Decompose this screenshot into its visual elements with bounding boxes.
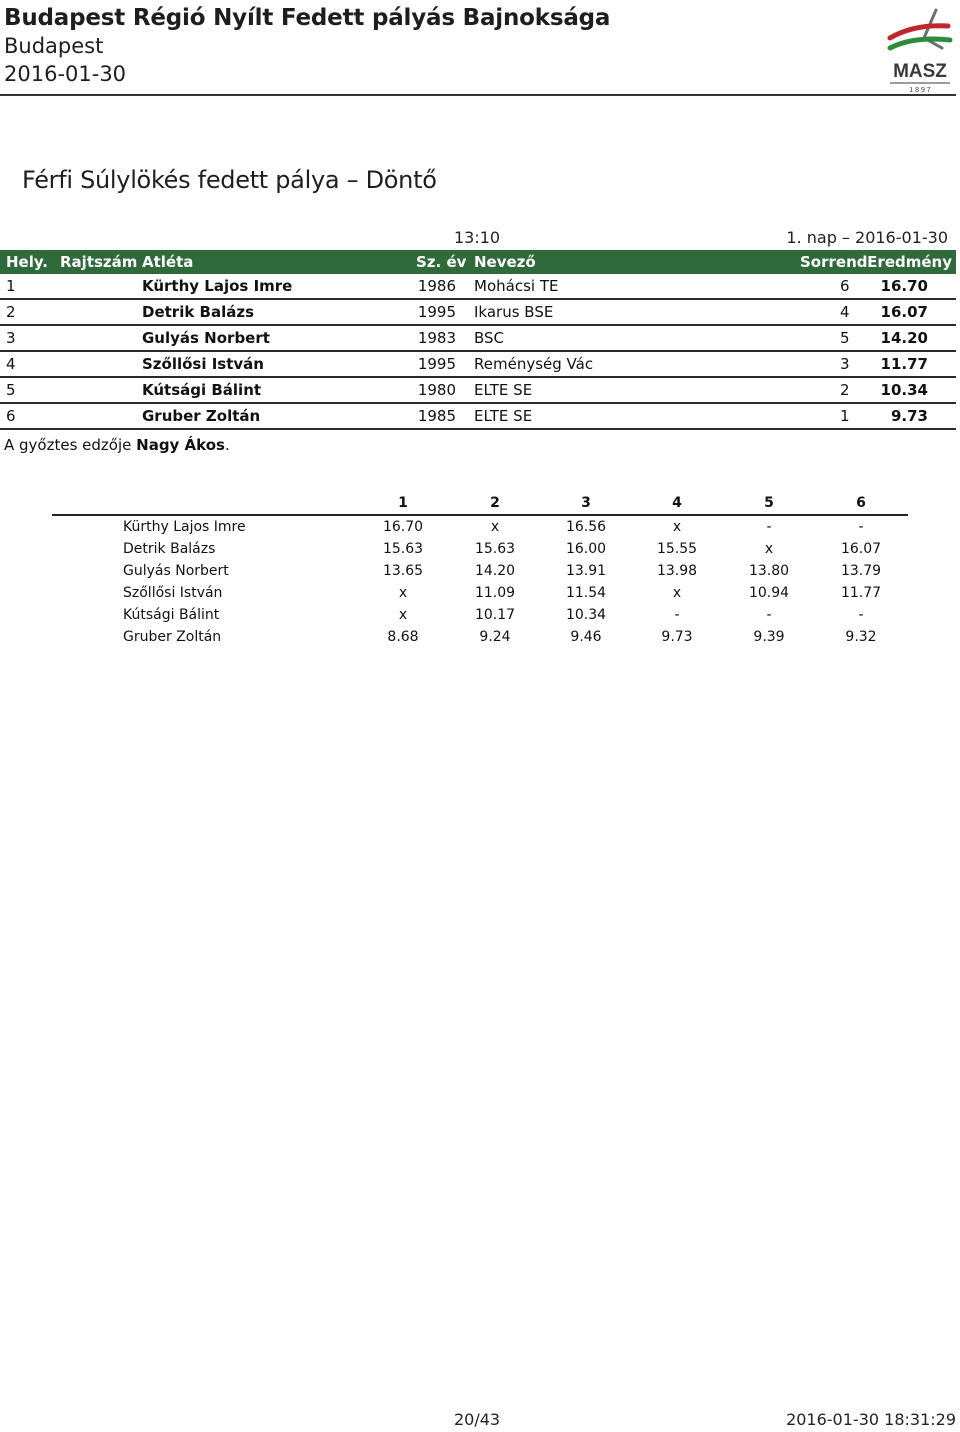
attempt-mark: 14.20 (474, 563, 516, 579)
row-order: 5 (840, 329, 850, 347)
row-year: 1985 (417, 407, 456, 425)
coach-suffix: . (224, 436, 230, 454)
attempt-header: 3 (581, 495, 591, 511)
row-athlete: Kútsági Bálint (142, 381, 262, 399)
attempt-mark: 11.09 (474, 585, 516, 601)
attempts-table (52, 492, 908, 648)
attempt-header: 1 (398, 495, 408, 511)
attempt-mark: 15.63 (474, 541, 516, 557)
row-club: ELTE SE (474, 381, 533, 399)
coach-name: Nagy Ákos (136, 436, 225, 454)
logo-text: MASZ (893, 61, 947, 82)
attempt-mark: 10.17 (474, 607, 516, 623)
attempt-mark: 8.68 (387, 629, 419, 645)
row-order: 6 (840, 277, 850, 295)
row-year: 1995 (417, 355, 456, 373)
page-header-title: Budapest Régió Nyílt Fedett pályás Bajnoksága (4, 5, 611, 31)
attempt-header: 2 (490, 495, 500, 511)
row-order: 2 (840, 381, 850, 399)
row-order: 4 (840, 303, 850, 321)
results-table (0, 250, 956, 430)
attempt-mark: 13.80 (748, 563, 790, 579)
event-day: 1. nap – 2016-01-30 (786, 228, 948, 247)
table-row (0, 352, 956, 378)
table-row (52, 626, 908, 648)
row-place: 5 (6, 381, 16, 399)
attempt-header: 6 (856, 495, 866, 511)
coach-prefix: A győztes edzője (4, 436, 137, 454)
row-year: 1983 (417, 329, 456, 347)
attempt-mark: x (398, 607, 408, 623)
page-number: 20/43 (454, 1410, 501, 1429)
attempt-mark: 13.91 (565, 563, 607, 579)
results-header-row (0, 250, 956, 274)
table-row (52, 604, 908, 626)
row-athlete: Detrik Balázs (142, 303, 255, 321)
attempt-mark: 16.56 (565, 519, 607, 535)
winner-coach-note (4, 436, 230, 454)
attempt-mark: - (766, 607, 772, 623)
attempt-mark: 15.55 (656, 541, 698, 557)
attempt-mark: 10.94 (748, 585, 790, 601)
row-club: Mohácsi TE (474, 277, 559, 295)
row-place: 4 (6, 355, 16, 373)
attempt-mark: x (672, 519, 682, 535)
attempt-mark: 15.63 (382, 541, 424, 557)
row-athlete: Gruber Zoltán (142, 407, 261, 425)
attempt-mark: x (398, 585, 408, 601)
attempt-mark: 9.73 (661, 629, 693, 645)
attempt-mark: 9.32 (845, 629, 877, 645)
header-year: Sz. év (416, 253, 467, 271)
attempt-mark: 16.70 (382, 519, 424, 535)
attempt-mark: 16.07 (840, 541, 882, 557)
masz-logo (884, 4, 956, 94)
table-row (0, 300, 956, 326)
table-row (52, 538, 908, 560)
table-row (52, 560, 908, 582)
attempt-mark: 9.24 (479, 629, 511, 645)
row-order: 1 (840, 407, 850, 425)
row-athlete: Kürthy Lajos Imre (142, 277, 293, 295)
table-row (0, 326, 956, 352)
row-year: 1995 (417, 303, 456, 321)
attempt-athlete: Gruber Zoltán (123, 629, 222, 645)
header-divider (0, 94, 956, 96)
row-result: 16.07 (880, 303, 928, 321)
attempt-athlete: Kürthy Lajos Imre (123, 519, 246, 535)
table-row (52, 516, 908, 538)
table-row (52, 582, 908, 604)
row-club: Reménység Vác (474, 355, 594, 373)
attempt-mark: 11.77 (840, 585, 882, 601)
header-city: Budapest (4, 34, 104, 58)
header-result: Eredmény (867, 253, 952, 271)
attempt-mark: x (490, 519, 500, 535)
header-date: 2016-01-30 (4, 62, 127, 86)
print-timestamp: 2016-01-30 18:31:29 (786, 1410, 956, 1429)
attempt-mark: 16.00 (565, 541, 607, 557)
header-club: Nevező (474, 253, 536, 271)
attempt-athlete: Gulyás Norbert (123, 563, 229, 579)
row-place: 3 (6, 329, 16, 347)
table-row (0, 378, 956, 404)
row-result: 16.70 (880, 277, 928, 295)
event-title: Férfi Súlylökés fedett pálya – Döntő (22, 166, 437, 194)
logo-year: 1 8 9 7 (909, 87, 931, 94)
event-time: 13:10 (454, 228, 501, 247)
attempt-mark: - (858, 519, 864, 535)
row-place: 6 (6, 407, 16, 425)
attempt-mark: 10.34 (565, 607, 607, 623)
row-year: 1980 (417, 381, 456, 399)
attempt-athlete: Detrik Balázs (123, 541, 216, 557)
attempt-header: 4 (672, 495, 682, 511)
attempt-header: 5 (764, 495, 774, 511)
attempt-mark: - (766, 519, 772, 535)
row-club: ELTE SE (474, 407, 533, 425)
table-row (0, 274, 956, 300)
attempt-mark: 9.46 (570, 629, 602, 645)
attempt-mark: - (858, 607, 864, 623)
row-place: 1 (6, 277, 16, 295)
row-year: 1986 (417, 277, 456, 295)
attempt-athlete: Szőllősi István (123, 585, 223, 601)
attempt-athlete: Kútsági Bálint (123, 607, 220, 623)
row-result: 9.73 (890, 407, 928, 425)
attempt-mark: - (674, 607, 680, 623)
row-club: BSC (474, 329, 505, 347)
attempt-mark: 11.54 (565, 585, 607, 601)
header-athlete: Atléta (142, 253, 194, 271)
attempt-mark: x (672, 585, 682, 601)
header-order: Sorrend (800, 253, 868, 271)
row-athlete: Szőllősi István (142, 355, 264, 373)
attempts-header-row (52, 492, 908, 516)
row-result: 10.34 (880, 381, 928, 399)
row-result: 14.20 (880, 329, 928, 347)
row-place: 2 (6, 303, 16, 321)
attempt-mark: 13.79 (840, 563, 882, 579)
attempt-mark: 13.98 (656, 563, 698, 579)
logo-red-swoosh (890, 26, 948, 38)
attempt-mark: x (764, 541, 774, 557)
attempt-mark: 9.39 (753, 629, 785, 645)
row-order: 3 (840, 355, 850, 373)
header-bib: Rajtszám (60, 253, 138, 271)
row-result: 11.77 (880, 355, 928, 373)
header-place: Hely. (6, 253, 48, 271)
row-club: Ikarus BSE (474, 303, 554, 321)
table-row (0, 404, 956, 430)
row-athlete: Gulyás Norbert (142, 329, 270, 347)
attempt-mark: 13.65 (382, 563, 424, 579)
